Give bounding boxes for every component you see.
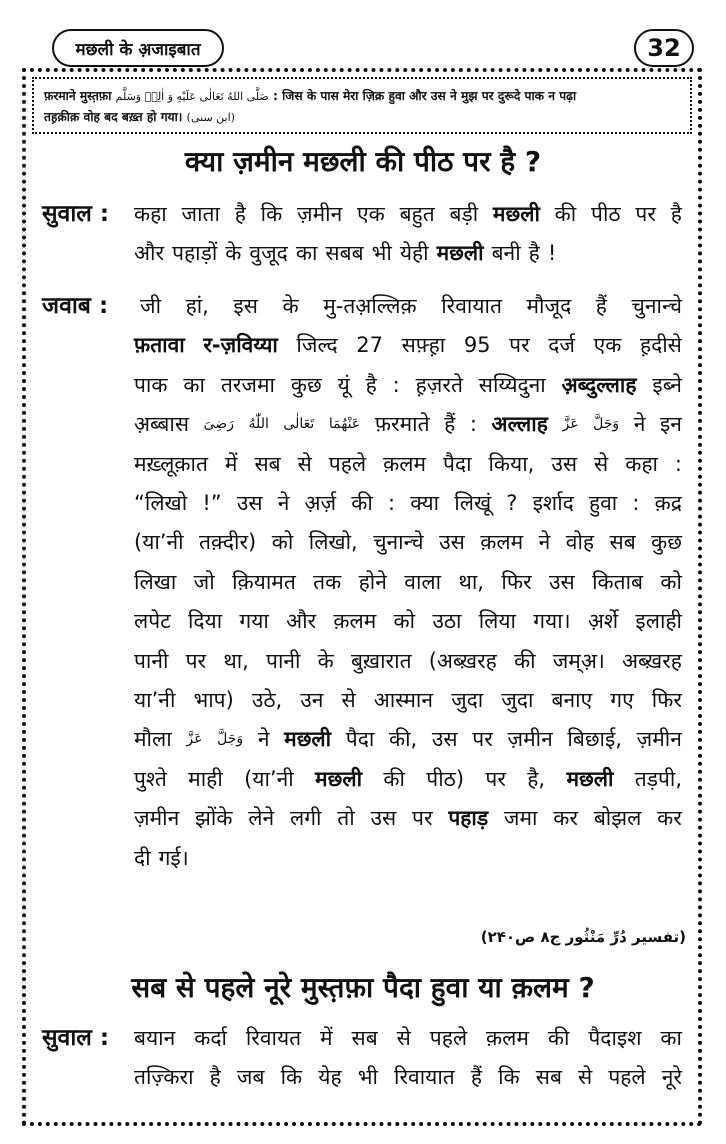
word: फ़रमाते	[374, 412, 430, 437]
word: चुनान्चे	[373, 530, 424, 555]
word: ह़दीसे	[639, 333, 682, 358]
word: इस	[233, 294, 258, 318]
word: :	[674, 451, 682, 476]
word: وَجَلَّ	[593, 416, 620, 433]
word: रिवायत	[245, 1026, 302, 1050]
word: पर	[412, 806, 433, 831]
word: अ़ब्दुल्लाह	[561, 372, 637, 397]
word: मछली	[436, 241, 484, 266]
word: सब	[351, 1026, 378, 1050]
word: रिवायात	[441, 294, 502, 318]
word: की	[547, 1026, 570, 1050]
word: तक	[313, 569, 342, 594]
word: ने	[277, 491, 290, 515]
word: पैदाइश	[588, 1026, 642, 1050]
word: होने	[358, 569, 387, 594]
word: र-ज़विय्या	[203, 333, 278, 358]
question-label: सुवाल :	[42, 201, 110, 227]
word: यूं	[337, 372, 350, 397]
word: कुछ	[651, 530, 682, 555]
word: बयान	[134, 1026, 176, 1050]
word: जम्अ़।	[552, 648, 605, 673]
word: :	[388, 491, 396, 515]
word: कि	[498, 1065, 520, 1090]
word: पर	[185, 648, 207, 673]
word: येही	[399, 241, 429, 266]
word: को	[393, 609, 416, 634]
word: सब	[609, 530, 636, 555]
word: लगी	[289, 806, 322, 831]
word: क़द्र	[654, 491, 682, 515]
answer-line	[134, 485, 682, 521]
question-line	[134, 235, 682, 271]
word: कि	[260, 202, 283, 226]
word: है	[670, 202, 682, 226]
answer-line	[134, 840, 682, 876]
word: का	[183, 372, 205, 397]
hadith-speaker: फ़रमाने मुस्त़फ़ा	[44, 89, 112, 103]
word: है	[528, 241, 540, 266]
hadith-line-1	[44, 86, 682, 107]
word: जी	[140, 294, 162, 318]
word: क़लम	[333, 609, 377, 634]
word: लिया	[478, 609, 516, 634]
word: 27	[356, 333, 383, 358]
word: उस	[236, 491, 263, 515]
word: पर	[509, 333, 530, 358]
word: जब	[236, 1065, 265, 1090]
word: पहले	[429, 1026, 468, 1050]
word: उठा	[432, 609, 462, 634]
word: पहाड़	[448, 806, 489, 831]
word: सब	[535, 1065, 562, 1090]
hadith-box	[32, 77, 692, 134]
word: कुछ	[290, 372, 322, 397]
word: (या’नी	[134, 530, 184, 555]
word: رَضِیَ	[203, 416, 234, 433]
word: लेने	[248, 806, 275, 831]
word: दर्ज	[548, 333, 575, 358]
word: सफ़्ह़ा	[401, 333, 446, 358]
word: क़लम	[383, 451, 427, 476]
word: पहले	[328, 451, 367, 476]
word: क़लम	[480, 530, 524, 555]
word: अ़ब्बास	[134, 412, 190, 437]
word: तड़पी,	[634, 766, 682, 791]
word: हैं	[470, 1065, 482, 1090]
word: पैदा	[345, 727, 375, 752]
word: अब्ख़रह	[622, 648, 682, 673]
word: जमा	[503, 806, 538, 831]
hadith-source: (ابن سنی)	[186, 111, 235, 124]
word: इलाही	[635, 609, 682, 634]
hadith-text-1: : जिस के पास मेरा ज़िक्र हुवा और उस ने मुझ पर दुरूदे पाक न पढ़ा	[273, 89, 577, 103]
word: मछली	[566, 766, 614, 791]
answer-label: जवाब :	[42, 293, 109, 319]
word: कहा	[625, 451, 658, 476]
word: पीठ)	[426, 766, 465, 791]
word: ज़मीन	[297, 202, 343, 226]
word: पीठ	[591, 202, 621, 226]
word: उन	[300, 688, 324, 712]
word: ज़मीन	[636, 727, 682, 752]
word: लिखूं	[454, 491, 492, 515]
answer-line	[134, 564, 682, 600]
word: :	[632, 491, 640, 515]
word: पर	[472, 727, 493, 752]
word: पानी	[266, 648, 301, 673]
word: इन	[659, 412, 682, 437]
section-2-heading: सब से पहले नूरे मुस्त़फ़ा पैदा हुवा या क़लम ?	[131, 971, 595, 1004]
word: जो	[193, 569, 215, 594]
word: बहुत	[399, 202, 435, 226]
word: बनाए	[551, 688, 593, 712]
word: !	[547, 241, 557, 266]
word: उस	[439, 530, 465, 555]
word: भी	[371, 241, 392, 266]
word: ने	[633, 412, 646, 437]
word: कहा	[134, 202, 167, 226]
word: (अब्ख़रह	[428, 648, 497, 673]
word: गई।	[158, 845, 189, 870]
word: गया।	[533, 609, 571, 634]
answer-line	[134, 682, 682, 718]
answer-line	[134, 406, 682, 442]
word: येह	[318, 1065, 342, 1090]
word: उस	[551, 451, 578, 476]
word: माही	[188, 766, 223, 791]
word: अ़र्ज़	[304, 491, 337, 515]
reference-citation: (تفسیر دُرِّ مَنْثُور ج۸ ص۲۴۰)	[480, 928, 686, 946]
word: लिखो,	[308, 530, 358, 555]
word: कि	[280, 1065, 303, 1090]
word: के	[282, 294, 299, 318]
word: ज़मीन	[134, 806, 180, 831]
word: में	[224, 451, 238, 476]
word: से	[341, 688, 356, 712]
word: है	[365, 372, 377, 397]
word: फिर	[651, 688, 682, 712]
word: उस	[431, 727, 458, 752]
word: आस्मान	[373, 688, 434, 712]
word: की	[513, 648, 536, 673]
answer-line	[134, 603, 682, 639]
answer-line	[134, 761, 682, 797]
word: बड़ी	[449, 202, 479, 226]
word: गए	[610, 688, 634, 712]
word: पानी	[134, 648, 169, 673]
word: पहले	[608, 1065, 646, 1090]
word: ज़मीन	[507, 727, 553, 752]
word: क़ियामत	[232, 569, 296, 594]
answer-line	[134, 721, 682, 757]
answer-line	[134, 524, 682, 560]
word: تَعَالٰی	[283, 416, 315, 433]
answer-line	[140, 288, 682, 324]
word: सब	[254, 451, 281, 476]
word: दिया	[187, 609, 223, 634]
word: बनी	[491, 241, 521, 266]
word: की	[554, 202, 577, 226]
word: है	[234, 202, 246, 226]
word: से	[396, 1026, 411, 1050]
word: अल्लाह	[491, 412, 548, 437]
word: का	[295, 241, 318, 266]
word: पर	[485, 766, 506, 791]
word: और	[134, 241, 165, 266]
word: बोझल	[593, 806, 642, 831]
word: जिल्द	[296, 333, 338, 358]
word: अ़र्शे	[587, 609, 619, 634]
word: ?	[506, 491, 518, 515]
word: मछली	[284, 727, 332, 752]
word: मौजूद	[526, 294, 572, 318]
answer-line	[134, 446, 682, 482]
word: नूरे	[661, 1065, 682, 1090]
word: से	[594, 451, 609, 476]
word: किताब	[592, 569, 644, 594]
word: रिवायात	[394, 1065, 455, 1090]
answer-line	[134, 800, 682, 836]
word: उस	[370, 806, 397, 831]
word: عَنْهُمَا	[328, 416, 361, 433]
word: फ़तावा	[134, 333, 185, 358]
word: से	[297, 451, 312, 476]
word: इब्ने	[652, 372, 682, 397]
word: ने	[257, 727, 270, 752]
word: हैं	[444, 412, 456, 437]
word: की,	[388, 727, 418, 752]
hadith-line-2	[44, 107, 682, 128]
word: गया	[239, 609, 269, 634]
word: बिछाई,	[567, 727, 622, 752]
word: عَزَّ	[562, 416, 579, 433]
word: मछली	[315, 766, 363, 791]
word: वाला	[404, 569, 442, 594]
word: सय्यिदुना	[478, 372, 546, 397]
word: बुख़ारात	[350, 648, 412, 673]
word: लिखा	[134, 569, 177, 594]
word: जाता	[181, 202, 220, 226]
word: क़लम	[486, 1026, 529, 1050]
word: भाप)	[193, 688, 234, 712]
word: وَجَلَّ	[217, 731, 244, 748]
section-1-heading: क्या ज़मीन मछली की पीठ पर है ?	[184, 145, 542, 178]
word: पैदा	[442, 451, 472, 476]
word: का	[660, 1026, 682, 1050]
word: को	[660, 569, 682, 594]
question-line-2	[134, 1020, 682, 1056]
answer-line	[134, 643, 682, 679]
word: मख़्लूक़ात	[134, 451, 208, 476]
word: है,	[527, 766, 546, 791]
word: इर्शाद	[532, 491, 574, 515]
answer-line	[134, 327, 682, 363]
word: दी	[134, 845, 151, 870]
word: हुवा	[588, 491, 618, 515]
word: कर	[553, 806, 579, 831]
question-label-2: सुवाल :	[42, 1025, 110, 1051]
word: लपेट	[134, 609, 171, 634]
word: एक	[357, 202, 385, 226]
word: झोंके	[195, 806, 233, 831]
word: हैं	[595, 294, 607, 318]
word: तक़्दीर)	[199, 530, 257, 555]
word: और	[286, 609, 317, 634]
word: ने	[538, 530, 551, 555]
word: पर	[635, 202, 656, 226]
word: तो	[337, 806, 355, 831]
word: में	[320, 1026, 333, 1050]
word: है	[209, 1065, 221, 1090]
page-number: 32	[634, 29, 694, 67]
hadith-salutation: صَلَّى اللهُ تَعَالٰی عَلَیْهِ وَ اٰلِهٖ وَسَلَّم	[115, 90, 269, 103]
word: हां,	[185, 294, 209, 318]
word: वोह	[565, 530, 595, 555]
word: उस	[548, 569, 575, 594]
word: फिर	[501, 569, 532, 594]
word: !”	[202, 491, 222, 515]
word: ह़ज़रते	[415, 372, 463, 397]
answer-line	[134, 367, 682, 403]
word: के	[317, 648, 334, 673]
word: उठे,	[251, 688, 283, 712]
word: :	[392, 372, 400, 397]
word: पाक	[134, 372, 168, 397]
word: :	[469, 412, 477, 437]
word: जुदा	[451, 688, 484, 712]
word: किया,	[488, 451, 535, 476]
book-title: मछली के अ़जाइबात	[52, 29, 224, 67]
word: सबब	[325, 241, 364, 266]
word: वुजूद	[249, 241, 288, 266]
word: पुश्ते	[134, 766, 167, 791]
word: “लिखो	[134, 491, 188, 515]
question-line	[134, 196, 682, 232]
hadith-text-2: तह़क़ीक़ वोह बद बख़्त हो गया।	[44, 110, 183, 124]
word: (या’नी	[244, 766, 294, 791]
word: मछली	[492, 202, 540, 226]
word: 95	[463, 333, 491, 358]
word: था,	[223, 648, 249, 673]
word: एक	[593, 333, 622, 358]
word: जुदा	[501, 688, 534, 712]
word: के	[225, 241, 242, 266]
word: मौला	[134, 727, 172, 752]
word: चुनान्चे	[631, 294, 682, 318]
word: था,	[458, 569, 484, 594]
word: पहाड़ों	[172, 241, 218, 266]
word: की	[351, 491, 373, 515]
word: कर्दा	[194, 1026, 227, 1050]
word: से	[578, 1065, 593, 1090]
word: اللّٰهُ	[248, 416, 269, 433]
word: कर	[657, 806, 682, 831]
word: عَزَّ	[186, 731, 203, 748]
word: को	[271, 530, 294, 555]
word: तज़्किरा	[134, 1065, 194, 1090]
word: मु-तअ़ल्लिक़	[323, 294, 417, 318]
word: या’नी	[134, 688, 176, 712]
word: की	[383, 766, 405, 791]
word: तरजमा	[220, 372, 275, 397]
word: भी	[357, 1065, 378, 1090]
word: क्या	[410, 491, 440, 515]
question-line-2	[134, 1059, 682, 1095]
